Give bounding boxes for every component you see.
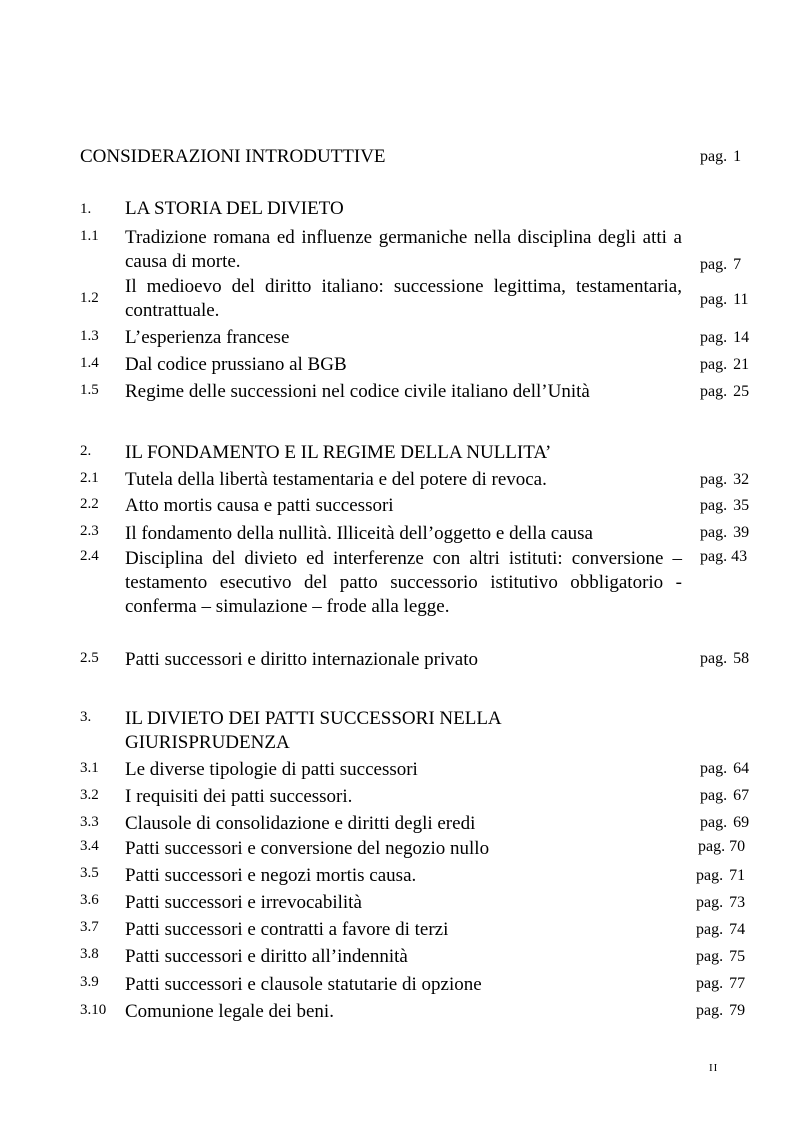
page-label: pag. bbox=[700, 787, 728, 804]
page-number: 77 bbox=[729, 975, 746, 992]
section-page bbox=[700, 548, 747, 566]
section-title: Clausole di consolidazione e diritti degli eredi bbox=[125, 813, 476, 834]
section-page bbox=[700, 497, 749, 515]
page-label: pag. bbox=[696, 975, 724, 992]
section-title: Le diverse tipologie di patti successori bbox=[125, 759, 418, 780]
section-number: 2.4 bbox=[80, 548, 99, 564]
intro-title: CONSIDERAZIONI INTRODUTTIVE bbox=[80, 146, 386, 167]
page-number: 25 bbox=[733, 383, 750, 400]
page-label: pag. bbox=[700, 329, 728, 346]
section-page bbox=[700, 524, 749, 542]
page-number: 74 bbox=[729, 921, 746, 938]
chapter-title: IL DIVIETO DEI PATTI SUCCESSORI NELLA GIURISPRUDENZA bbox=[125, 708, 501, 753]
section-number: 3.4 bbox=[80, 838, 99, 854]
page-number: 75 bbox=[729, 948, 746, 965]
page-label: pag. bbox=[700, 524, 728, 541]
section-title: Patti successori e contratti a favore di terzi bbox=[125, 919, 449, 940]
section-number: 1.3 bbox=[80, 328, 99, 344]
section-title: Regime delle successioni nel codice civile italiano dell’Unità bbox=[125, 381, 590, 402]
section-number: 2.1 bbox=[80, 470, 99, 486]
page-number: 70 bbox=[729, 838, 746, 855]
section-page bbox=[696, 894, 745, 912]
page-label: pag. bbox=[700, 383, 728, 400]
page-number: 67 bbox=[733, 787, 750, 804]
page-number: 7 bbox=[733, 256, 742, 273]
page-label: pag. bbox=[700, 256, 728, 273]
page-number: 11 bbox=[733, 291, 749, 308]
section-title: Tutela della libertà testamentaria e del potere di revoca. bbox=[125, 469, 547, 490]
section-page bbox=[700, 814, 749, 832]
section-title: I requisiti dei patti successori. bbox=[125, 786, 353, 807]
section-page bbox=[696, 867, 745, 885]
section-number: 3.7 bbox=[80, 919, 99, 935]
page-label: pag. bbox=[700, 548, 728, 565]
chapter-number: 1. bbox=[80, 201, 92, 217]
page-label: pag. bbox=[696, 867, 724, 884]
section-title: Tradizione romana ed influenze germaniche nella disciplina degli atti a causa di morte. bbox=[125, 227, 682, 272]
page-label: pag. bbox=[700, 760, 728, 777]
page-number: 21 bbox=[733, 356, 750, 373]
section-title: Patti successori e irrevocabilità bbox=[125, 892, 362, 913]
section-number: 3.5 bbox=[80, 865, 99, 881]
section-number: 3.10 bbox=[80, 1002, 107, 1018]
section-page bbox=[700, 329, 749, 347]
page-number: 43 bbox=[731, 548, 748, 565]
page-label: pag. bbox=[700, 356, 728, 373]
page-label: pag. bbox=[700, 291, 728, 308]
section-page bbox=[696, 921, 745, 939]
page-number: 73 bbox=[729, 894, 746, 911]
page-label: pag. bbox=[700, 650, 728, 667]
chapter-title: LA STORIA DEL DIVIETO bbox=[125, 198, 344, 219]
chapter-number: 3. bbox=[80, 709, 92, 725]
page-number: 39 bbox=[733, 524, 750, 541]
section-number: 2.3 bbox=[80, 523, 99, 539]
page-label: pag. bbox=[700, 471, 728, 488]
page-number: 14 bbox=[733, 329, 750, 346]
section-number: 3.9 bbox=[80, 974, 99, 990]
page-label: pag. bbox=[696, 1002, 724, 1019]
section-number: 2.2 bbox=[80, 496, 99, 512]
chapter-title: IL FONDAMENTO E IL REGIME DELLA NULLITA’ bbox=[125, 442, 552, 463]
section-number: 2.5 bbox=[80, 650, 99, 666]
section-page bbox=[696, 948, 745, 966]
section-number: 3.1 bbox=[80, 760, 99, 776]
section-number: 3.8 bbox=[80, 946, 99, 962]
section-number: 1.2 bbox=[80, 290, 99, 306]
section-number: 1.1 bbox=[80, 228, 99, 244]
section-page bbox=[696, 975, 745, 993]
page-number: 69 bbox=[733, 814, 750, 831]
footer-page-number: II bbox=[709, 1062, 719, 1074]
page-label: pag. bbox=[696, 894, 724, 911]
section-title: Dal codice prussiano al BGB bbox=[125, 354, 347, 375]
section-number: 3.2 bbox=[80, 787, 99, 803]
section-page bbox=[700, 650, 749, 668]
section-page bbox=[700, 291, 749, 309]
section-title: Il medioevo del diritto italiano: successione legittima, testamentaria, contrattuale. bbox=[125, 276, 682, 321]
section-number: 1.4 bbox=[80, 355, 99, 371]
page-number: 32 bbox=[733, 471, 750, 488]
page-number: 64 bbox=[733, 760, 750, 777]
section-title: Patti successori e negozi mortis causa. bbox=[125, 865, 417, 886]
page-label: pag. bbox=[696, 921, 724, 938]
section-number: 3.3 bbox=[80, 814, 99, 830]
section-page bbox=[700, 471, 749, 489]
section-page bbox=[700, 356, 749, 374]
section-title: Patti successori e diritto all’indennità bbox=[125, 946, 408, 967]
page-number: 1 bbox=[733, 148, 742, 165]
section-title: Comunione legale dei beni. bbox=[125, 1001, 334, 1022]
page-number: 79 bbox=[729, 1002, 746, 1019]
section-number: 1.5 bbox=[80, 382, 99, 398]
page-label: pag. bbox=[700, 814, 728, 831]
section-title: Disciplina del divieto ed interferenze con altri istituti: conversione – testamento esecutivo del patto successorio istitutivo obbligatorio - conferma – simulazione – frode alla legge. bbox=[125, 548, 682, 617]
intro-page bbox=[700, 148, 741, 166]
page-label: pag. bbox=[696, 948, 724, 965]
page-label: pag. bbox=[698, 838, 726, 855]
section-title: Atto mortis causa e patti successori bbox=[125, 495, 394, 516]
section-page bbox=[700, 256, 741, 274]
section-number: 3.6 bbox=[80, 892, 99, 908]
page-number: 58 bbox=[733, 650, 750, 667]
chapter-number: 2. bbox=[80, 443, 92, 459]
page-label: pag. bbox=[700, 497, 728, 514]
page-label: pag. bbox=[700, 148, 728, 165]
section-title: Il fondamento della nullità. Illiceità dell’oggetto e della causa bbox=[125, 523, 593, 544]
section-page bbox=[696, 1002, 745, 1020]
section-page bbox=[698, 838, 745, 856]
section-title: Patti successori e diritto internazionale privato bbox=[125, 649, 478, 670]
section-page bbox=[700, 787, 749, 805]
section-title: L’esperienza francese bbox=[125, 327, 290, 348]
section-title: Patti successori e conversione del negozio nullo bbox=[125, 838, 490, 859]
page-number: 35 bbox=[733, 497, 750, 514]
section-page bbox=[700, 383, 749, 401]
section-page bbox=[700, 760, 749, 778]
page-number: 71 bbox=[729, 867, 746, 884]
section-title: Patti successori e clausole statutarie di opzione bbox=[125, 974, 482, 995]
